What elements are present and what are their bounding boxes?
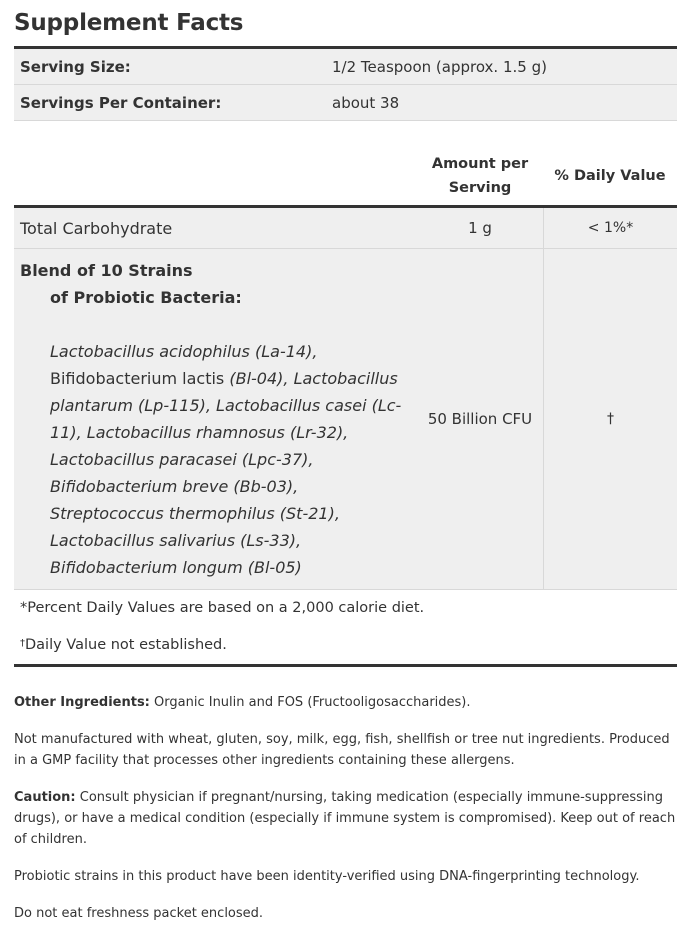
serving-size-label: Serving Size:	[20, 57, 131, 76]
caution-statement: Caution: Consult physician if pregnant/nursing, taking medication (especially immune-suppressing drugs), or have a medical condition (especially if immune system is compromised). Keep out of reach of children.	[14, 790, 676, 847]
freshness-packet-statement: Do not eat freshness packet enclosed.	[14, 906, 264, 921]
table-header	[14, 146, 677, 205]
blend-subtitle: of Probiotic Bacteria:	[50, 288, 242, 307]
percent-dv-footnote: *Percent Daily Values are based on a 2,000 calorie diet.	[20, 600, 425, 616]
nutrient-daily-value: < 1%*	[544, 208, 678, 249]
nutrient-name: Total Carbohydrate	[14, 208, 417, 249]
blend-amount: 50 Billion CFU	[417, 249, 544, 590]
product-notes	[14, 692, 677, 924]
amount-per-serving-header: Amount per Serving	[431, 155, 529, 196]
servings-per-container-row	[14, 85, 677, 121]
dagger-footnote: †Daily Value not established.	[20, 637, 227, 653]
other-ingredients: Other Ingredients: Organic Inulin and FOS (Fructooligosaccharides).	[14, 695, 471, 710]
dagger-symbol: †	[20, 638, 25, 649]
serving-size-value: 1/2 Teaspoon (approx. 1.5 g)	[332, 57, 547, 76]
supplement-facts-panel	[14, 0, 677, 940]
allergen-statement: Not manufactured with wheat, gluten, soy, milk, egg, fish, shellfish or tree nut ingredients. Produced in a GMP facility that processes other ingredients containing these allergens.	[14, 732, 670, 768]
table-row	[14, 208, 677, 249]
servings-per-container-label: Servings Per Container:	[20, 93, 222, 112]
strain-text: Lactobacillus acidophilus (La-14),	[50, 342, 318, 361]
serving-size-row	[14, 49, 677, 85]
dna-verification-statement: Probiotic strains in this product have been identity-verified using DNA-fingerprinting technology.	[14, 869, 640, 884]
daily-value-header: % Daily Value	[554, 167, 666, 184]
bottom-divider	[14, 664, 677, 667]
nutrient-amount: 1 g	[417, 208, 544, 249]
blend-name	[14, 249, 417, 590]
blend-daily-value: †	[544, 249, 678, 590]
servings-per-container-value: about 38	[332, 93, 400, 112]
nutrient-table	[14, 208, 677, 590]
strain-text: (Bl-04), Lactobacillus plantarum (Lp-115), Lactobacillus casei (Lc-11), Lactobacillus rhamnosus (Lr-32), Lactobacillus paracasei (Lpc-37), Bifidobacterium breve (Bb-03), Streptococcus thermophilus (St-21), Lactobacillus salivarius (Ls-33), Bifidobacterium longum (Bl-05)	[50, 369, 402, 577]
blend-title: Blend of 10 Strains	[20, 261, 193, 280]
table-row	[14, 249, 677, 590]
strain-text: Bifidobacterium lactis	[50, 369, 225, 388]
strain-list	[20, 338, 417, 581]
page-title: Supplement Facts	[14, 10, 244, 36]
